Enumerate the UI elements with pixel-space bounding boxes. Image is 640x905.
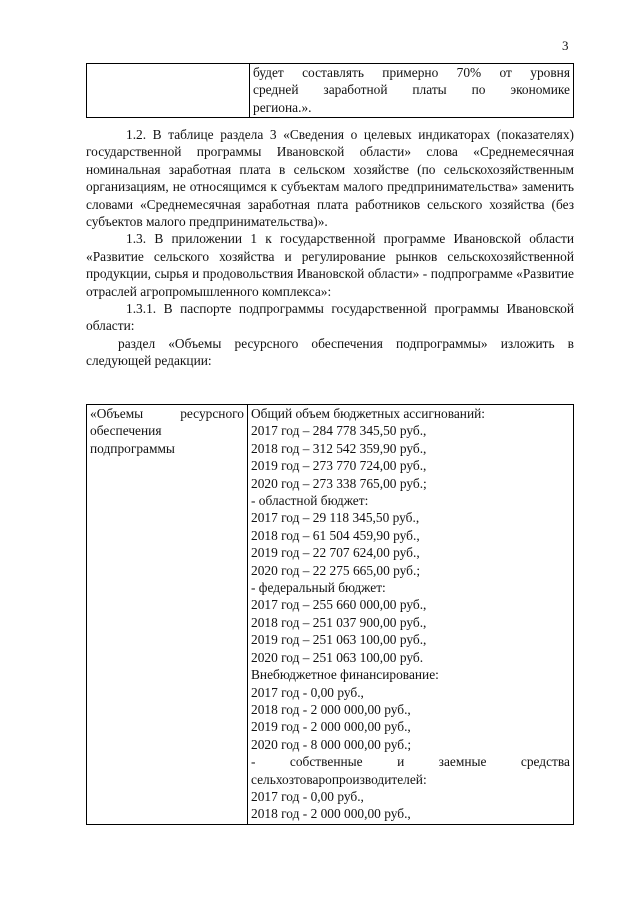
indicator-line: будет составлять примерно 70% от уровня	[253, 65, 570, 80]
resource-line: 2019 год - 2 000 000,00 руб.,	[251, 719, 411, 735]
resource-line: 2018 год – 61 504 459,90 руб.,	[251, 527, 420, 543]
resource-line: 2017 год - 0,00 руб.,	[251, 788, 364, 804]
resource-title: «Объемы ресурсного обеспечения подпрограммы	[90, 406, 244, 456]
own-funds-line	[251, 753, 570, 770]
resource-title-cell	[87, 405, 248, 825]
table-row	[87, 64, 574, 118]
amendments-text	[86, 126, 574, 370]
resource-values-cell	[248, 405, 574, 825]
indicator-line: региона.».	[253, 99, 312, 115]
word: собственные	[289, 754, 363, 770]
resource-line: 2017 год – 284 778 345,50 руб.,	[251, 423, 427, 439]
word: -	[251, 754, 256, 770]
resource-line: 2020 год – 251 063 100,00 руб.	[251, 649, 424, 665]
page-number: 3	[562, 38, 569, 53]
resource-line: 2018 год - 2 000 000,00 руб.,	[251, 806, 411, 822]
resource-line: 2017 год – 29 118 345,50 руб.,	[251, 510, 420, 526]
resource-line: 2019 год – 251 063 100,00 руб.,	[251, 632, 427, 648]
resource-line: 2020 год - 8 000 000,00 руб.;	[251, 736, 412, 752]
word: и	[397, 754, 405, 770]
paragraph-section-edit: раздел «Объемы ресурсного обеспечения подпрограммы» изложить в следующей редакции:	[86, 335, 574, 369]
table-row	[87, 405, 574, 825]
resource-line: 2020 год – 273 338 765,00 руб.;	[251, 475, 427, 491]
paragraph-1-2: 1.2. В таблице раздела 3 «Сведения о целевых индикаторах (показателях) государственной программы Ивановской области» слова «Среднемесячная номинальная заработная плата в сельском хозяйстве (по сельскохозяйственным организациям, не относящимся к субъектам малого предпринимательства» заменить словами «Среднемесячная заработная плата работников сельского хозяйства (без субъектов малого предпринимательства)».	[86, 127, 574, 230]
indicator-line: средней заработной платы по экономике	[253, 82, 570, 98]
resource-line: 2019 год – 273 770 724,00 руб.,	[251, 458, 427, 474]
paragraph-1-3-1: 1.3.1. В паспорте подпрограммы государственной программы Ивановской области:	[86, 301, 574, 334]
resource-line: 2017 год - 0,00 руб.,	[251, 684, 364, 700]
resource-line: 2019 год – 22 707 624,00 руб.,	[251, 545, 420, 561]
continuation-table	[86, 63, 574, 118]
resource-line: сельхозтоваропроизводителей:	[251, 771, 427, 787]
empty-left-cell	[87, 64, 250, 118]
word: средства	[520, 754, 570, 770]
resource-line: 2018 год - 2 000 000,00 руб.,	[251, 701, 411, 717]
paragraph-1-3: 1.3. В приложении 1 к государственной программе Ивановской области «Развитие сельского хозяйства и регулирование рынков сельскохозяйственной продукции, сырья и продовольствия Ивановской области» - подпрограмме «Развитие отраслей агропромышленного комплекса»:	[86, 231, 574, 299]
resource-line: 2017 год – 255 660 000,00 руб.,	[251, 597, 427, 613]
resource-table	[86, 404, 574, 825]
indicator-text-cell	[250, 64, 574, 118]
resource-line: 2020 год – 22 275 665,00 руб.;	[251, 562, 421, 578]
resource-line: - федеральный бюджет:	[251, 580, 386, 596]
word: заемные	[438, 754, 487, 770]
resource-line: Общий объем бюджетных ассигнований:	[251, 406, 486, 421]
resource-line: 2018 год – 312 542 359,90 руб.,	[251, 440, 427, 456]
resource-line: 2018 год – 251 037 900,00 руб.,	[251, 614, 427, 630]
resource-line: - областной бюджет:	[251, 493, 369, 509]
resource-line: Внебюджетное финансирование:	[251, 667, 439, 683]
